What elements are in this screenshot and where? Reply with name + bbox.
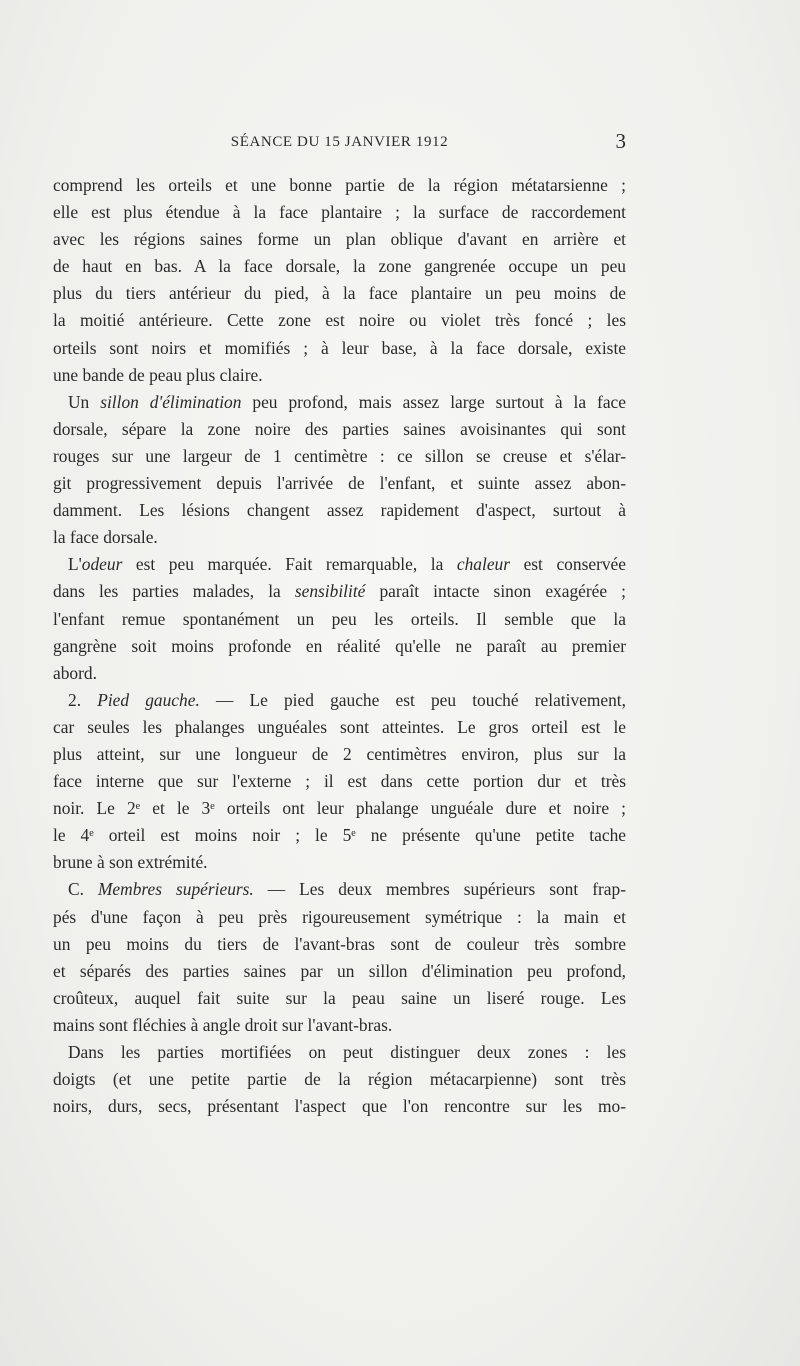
text-line xyxy=(53,795,626,822)
text-run: elle est plus étendue à la face plantaire ; la surface de raccordement xyxy=(53,202,626,223)
text-line xyxy=(53,1093,626,1120)
text-line xyxy=(53,606,626,633)
text-run: et séparés des parties saines par un sillon d'élimination peu profond, xyxy=(53,960,626,981)
text-run: avec les régions saines forme un plan oblique d'avant en arrière et xyxy=(53,229,626,250)
text-line xyxy=(53,578,626,605)
text-line xyxy=(53,985,626,1012)
text-line xyxy=(53,253,626,280)
text-run: C. xyxy=(68,879,98,900)
text-line xyxy=(53,280,626,307)
text-run: gangrène soit moins profonde en réalité qu'elle ne paraît au premier xyxy=(53,635,626,656)
text-run: un peu moins du tiers de l'avant-bras sont de couleur très sombre xyxy=(53,933,626,954)
text-line xyxy=(53,199,626,226)
text-run: le 4ᵉ orteil est moins noir ; le 5ᵉ ne présente qu'une petite tache xyxy=(53,825,626,846)
body-text xyxy=(53,172,626,1120)
text-run: la moitié antérieure. Cette zone est noire ou violet très foncé ; les xyxy=(53,310,626,331)
text-run: peu profond, mais assez large surtout à la face xyxy=(241,391,626,412)
text-line xyxy=(53,904,626,931)
text-line xyxy=(53,660,626,687)
text-run: orteils sont noirs et momifiés ; à leur base, à la face dorsale, existe xyxy=(53,337,626,358)
text-line xyxy=(53,1039,626,1066)
text-line xyxy=(53,849,626,876)
text-run: de haut en bas. A la face dorsale, la zone gangrenée occupe un peu xyxy=(53,256,626,277)
text-line xyxy=(53,443,626,470)
text-line xyxy=(53,389,626,416)
text-line xyxy=(53,714,626,741)
text-run: Dans les parties mortifiées on peut distinguer deux zones : les xyxy=(68,1042,626,1062)
text-run: noirs, durs, secs, présentant l'aspect que l'on rencontre sur les mo- xyxy=(53,1096,626,1117)
text-line xyxy=(53,768,626,795)
text-line xyxy=(53,1066,626,1093)
text-run: face interne que sur l'externe ; il est dans cette portion dur et très xyxy=(53,771,626,792)
italic-term: sillon d'élimination xyxy=(100,391,242,412)
text-line xyxy=(53,470,626,497)
text-line xyxy=(53,307,626,334)
text-line xyxy=(53,551,626,578)
text-run: est conservée xyxy=(510,554,626,575)
text-line xyxy=(53,172,626,199)
text-run: abord. xyxy=(53,662,97,683)
text-run: l'enfant remue spontanément un peu les orteils. Il semble que la xyxy=(53,608,626,629)
text-run: 2. xyxy=(68,689,98,710)
text-line xyxy=(53,741,626,768)
text-run: la face dorsale. xyxy=(53,527,158,548)
text-run: — Le pied gauche est peu touché relativement, xyxy=(199,689,626,710)
text-line xyxy=(53,497,626,524)
text-run: git progressivement depuis l'arrivée de l'enfant, et suinte assez abon- xyxy=(53,473,626,494)
page-number: 3 xyxy=(615,129,626,153)
text-line xyxy=(53,958,626,985)
text-run: L' xyxy=(68,554,82,575)
text-line xyxy=(53,1012,626,1039)
text-run: noir. Le 2ᵉ et le 3ᵉ orteils ont leur phalange unguéale dure et noire ; xyxy=(53,798,626,819)
italic-term: Membres supérieurs. xyxy=(97,879,254,900)
text-run: paraît intacte sinon exagérée ; xyxy=(365,581,627,602)
text-line xyxy=(53,416,626,443)
text-line xyxy=(53,226,626,253)
text-run: croûteux, auquel fait suite sur la peau saine un liseré rouge. Les xyxy=(53,987,626,1008)
text-run: pés d'une façon à peu près rigoureusement symétrique : la main et xyxy=(53,906,626,927)
text-line xyxy=(53,822,626,849)
text-run: dans les parties malades, la xyxy=(53,581,295,602)
text-run: est peu marquée. Fait remarquable, la xyxy=(122,554,457,575)
italic-term: Pied gauche. xyxy=(97,689,200,710)
text-run: — Les deux membres supérieurs sont frap- xyxy=(253,879,626,900)
text-line xyxy=(53,931,626,958)
text-run: damment. Les lésions changent assez rapidement d'aspect, surtout à xyxy=(53,500,626,521)
italic-term: odeur xyxy=(81,554,123,575)
text-run: plus du tiers antérieur du pied, à la face plantaire un peu moins de xyxy=(53,283,626,304)
text-line xyxy=(53,524,626,551)
text-run: dorsale, sépare la zone noire des parties saines avoisinantes qui sont xyxy=(53,418,626,439)
text-run: doigts (et une petite partie de la région métacarpienne) sont très xyxy=(53,1069,626,1090)
text-run: car seules les phalanges unguéales sont atteintes. Le gros orteil est le xyxy=(53,716,626,737)
text-line xyxy=(53,687,626,714)
text-line xyxy=(53,335,626,362)
text-run: rouges sur une largeur de 1 centimètre : ce sillon se creuse et s'élar- xyxy=(53,445,626,466)
text-run: plus atteint, sur une longueur de 2 centimètres environ, plus sur la xyxy=(53,743,626,764)
text-line xyxy=(53,876,626,903)
italic-term: chaleur xyxy=(456,554,510,575)
italic-term: sensibilité xyxy=(294,581,366,602)
text-run: brune à son extrémité. xyxy=(53,852,208,873)
text-line xyxy=(53,362,626,389)
page-header xyxy=(53,131,626,155)
text-run: comprend les orteils et une bonne partie de la région métatarsienne ; xyxy=(53,175,626,195)
running-head: SÉANCE DU 15 JANVIER 1912 xyxy=(230,134,449,150)
text-run: une bande de peau plus claire. xyxy=(53,364,263,385)
text-run: mains sont fléchies à angle droit sur l'avant-bras. xyxy=(53,1014,393,1035)
text-run: Un xyxy=(68,391,101,412)
text-line xyxy=(53,633,626,660)
